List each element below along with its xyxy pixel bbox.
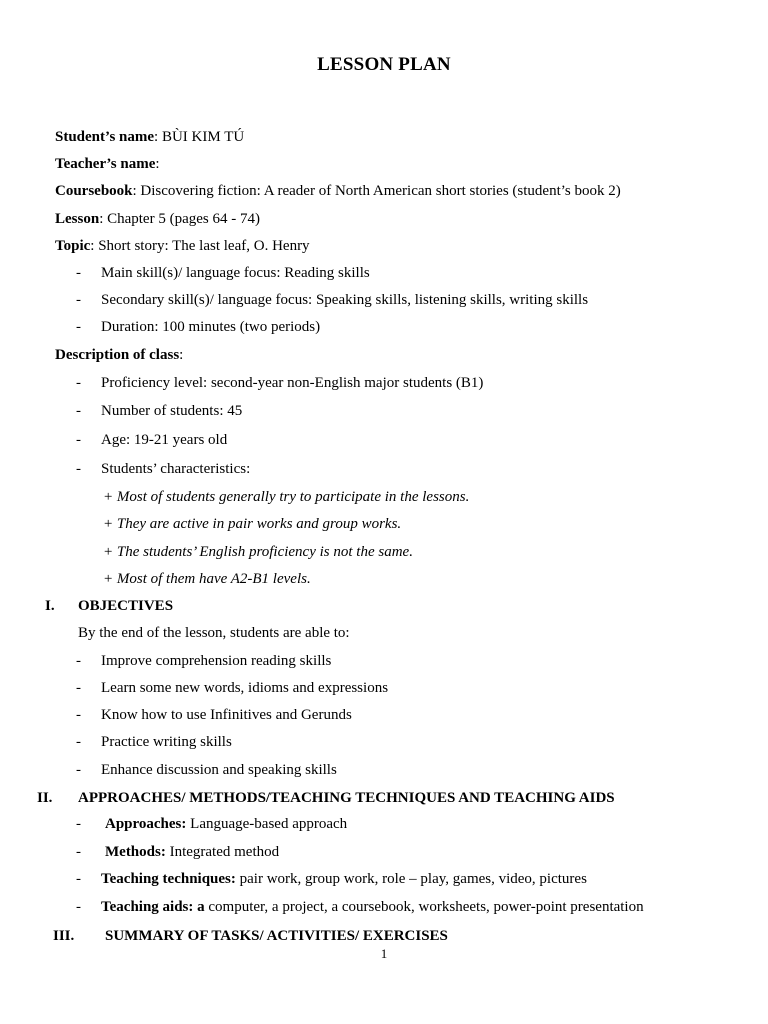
section-numeral: I.: [45, 598, 55, 614]
objectives-heading: OBJECTIVES: [78, 598, 174, 614]
topic-value: : Short story: The last leaf, O. Henry: [90, 238, 310, 254]
document-page: LESSON PLAN Student’s name: BÙI KIM TÚ Teacher’s name: Coursebook: Discovering fiction: A reader of North American short stories (student’s book 2) Lesson: Chapter 5 (pages 64 - 74) Topic: Short story: The last leaf, O. Henry - Main skill(s)/ language focus: Reading skills - Secondary skill(s)/ language focus: Speaking skills, listening skills, writing skills - Duration: 100 minutes (two periods) Description of class: - Proficiency level: second-year non-English major students (B1) - Number of students: 45 - Age: 19-21 years old - Students’ characteristics: + Most of students generally try to participate in the lessons. + They are active in pair works and group works. + The students’ English proficiency is not the same. + Most of them have A2-B1 levels. I. OBJECTIVES By the end of the lesson, students are able to: - Improve comprehension reading skills - Learn some new words, idioms and expressions - Know how to use Infinitives and Gerunds - Practice writing skills - Enhance discussion and speaking skills II. APPROACHES/ METHODS/TEACHING TECHNIQUES AND TEACHING AIDS - Approaches: Language-based approach - Methods: Integrated method - Teaching techniques: pair work, group work, role – play, games, video, pictures - Teaching aids: a computer, a project, a coursebook, worksheets, power-point presentation III. SUMMARY OF TASKS/ ACTIVITIES/ EXERCISES 1: [0, 0, 768, 1024]
lesson-value: : Chapter 5 (pages 64 - 74): [99, 211, 260, 227]
characteristic-item: + Most of them have A2-B1 levels.: [103, 571, 311, 587]
approaches-heading: APPROACHES/ METHODS/TEACHING TECHNIQUES AND TEACHING AIDS: [78, 790, 615, 806]
teacher-name-value: :: [155, 156, 160, 172]
page-number: 1: [380, 946, 388, 961]
characteristic-item: + They are active in pair works and group works.: [103, 516, 402, 532]
section-numeral: II.: [37, 790, 53, 806]
lesson-line: [55, 210, 260, 228]
teacher-name-label: Teacher’s name: [55, 156, 156, 172]
topic-line: [55, 237, 310, 255]
characteristic-item: + Most of students generally try to participate in the lessons.: [103, 489, 470, 505]
topic-label: Topic: [55, 238, 91, 254]
objectives-intro: By the end of the lesson, students are able to:: [78, 625, 350, 641]
student-name-line: [55, 128, 244, 146]
summary-heading: SUMMARY OF TASKS/ ACTIVITIES/ EXERCISES: [105, 928, 448, 944]
lesson-label: Lesson: [55, 211, 100, 227]
student-name-label: Student’s name: [55, 129, 155, 145]
coursebook-value: : Discovering fiction: A reader of North American short stories (student’s book 2): [132, 183, 621, 199]
coursebook-label: Coursebook: [55, 183, 133, 199]
page-title: LESSON PLAN: [317, 54, 451, 75]
class-description-heading: Description of class:: [55, 347, 184, 363]
coursebook-line: [55, 182, 621, 200]
student-name-value: : BÙI KIM TÚ: [154, 129, 245, 145]
section-numeral: III.: [53, 928, 75, 944]
characteristic-item: + The students’ English proficiency is not the same.: [103, 544, 413, 560]
teacher-name-line: [55, 155, 160, 173]
